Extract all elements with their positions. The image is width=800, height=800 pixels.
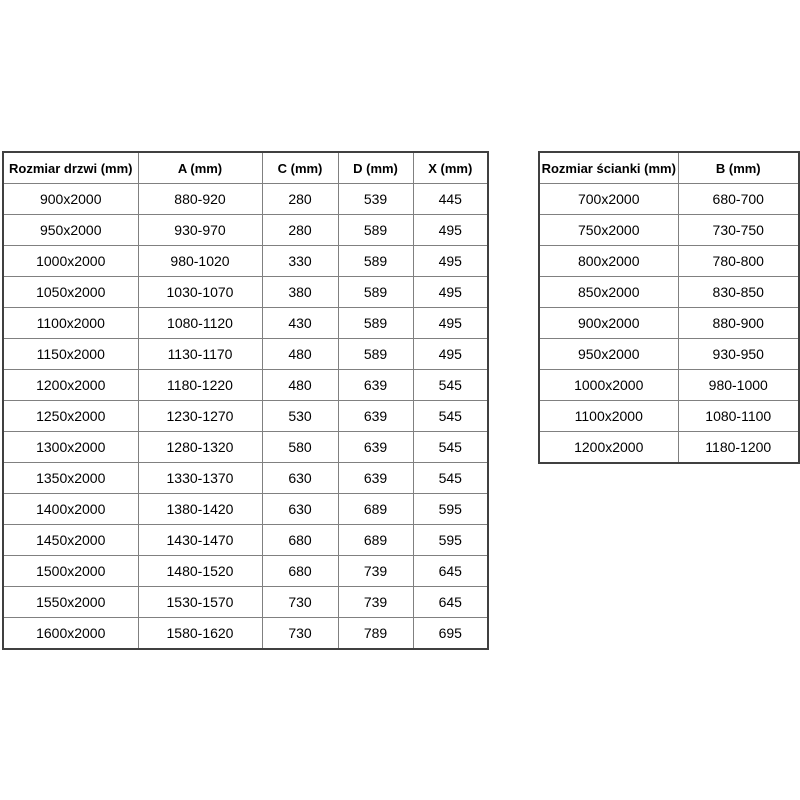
table-cell: 730 [262,618,338,650]
table-cell: 545 [413,463,488,494]
table-cell: 1200x2000 [539,432,678,464]
table-row [539,184,799,215]
wall-size-spec-table [538,151,800,464]
table-row [3,618,488,650]
table-row [3,525,488,556]
table-cell: 1380-1420 [138,494,262,525]
table-header-row [3,152,488,184]
table-cell: 1450x2000 [3,525,138,556]
column-header: Rozmiar drzwi (mm) [3,152,138,184]
table-cell: 1100x2000 [3,308,138,339]
table-cell: 1080-1120 [138,308,262,339]
table-cell: 495 [413,308,488,339]
table-cell: 950x2000 [539,339,678,370]
table-row [539,370,799,401]
table-cell: 480 [262,370,338,401]
table-row [3,587,488,618]
table-cell: 1350x2000 [3,463,138,494]
table-row [3,494,488,525]
table-cell: 900x2000 [539,308,678,339]
table-cell: 430 [262,308,338,339]
table-cell: 630 [262,494,338,525]
table-cell: 789 [338,618,413,650]
table-row [3,463,488,494]
table-cell: 680-700 [678,184,799,215]
table-cell: 1000x2000 [3,246,138,277]
table-row [3,370,488,401]
table-cell: 950x2000 [3,215,138,246]
table-cell: 330 [262,246,338,277]
table-row [3,215,488,246]
table-cell: 539 [338,184,413,215]
table-cell: 589 [338,308,413,339]
table-row [3,246,488,277]
table-cell: 589 [338,246,413,277]
table-cell: 1330-1370 [138,463,262,494]
table-cell: 1100x2000 [539,401,678,432]
table-row [3,432,488,463]
table-cell: 850x2000 [539,277,678,308]
table-cell: 930-970 [138,215,262,246]
door-size-spec-table [2,151,489,650]
column-header: D (mm) [338,152,413,184]
table-cell: 545 [413,370,488,401]
table-row [3,339,488,370]
table-row [3,184,488,215]
table-row [3,401,488,432]
table-row [3,556,488,587]
table-cell: 980-1000 [678,370,799,401]
table-cell: 480 [262,339,338,370]
table-cell: 589 [338,215,413,246]
table-row [539,277,799,308]
table-cell: 1030-1070 [138,277,262,308]
table-cell: 1080-1100 [678,401,799,432]
table-cell: 1580-1620 [138,618,262,650]
table-cell: 1180-1220 [138,370,262,401]
table-cell: 1130-1170 [138,339,262,370]
table-cell: 680 [262,525,338,556]
table-cell: 1600x2000 [3,618,138,650]
table-cell: 900x2000 [3,184,138,215]
table-cell: 1550x2000 [3,587,138,618]
table-cell: 739 [338,587,413,618]
table-row [539,401,799,432]
table-cell: 800x2000 [539,246,678,277]
table-cell: 1500x2000 [3,556,138,587]
table-cell: 545 [413,401,488,432]
table-cell: 695 [413,618,488,650]
table-cell: 639 [338,401,413,432]
table-cell: 380 [262,277,338,308]
table-cell: 1400x2000 [3,494,138,525]
table-cell: 1150x2000 [3,339,138,370]
column-header: B (mm) [678,152,799,184]
table-cell: 595 [413,494,488,525]
column-header: X (mm) [413,152,488,184]
table-cell: 730-750 [678,215,799,246]
table-cell: 730 [262,587,338,618]
table-cell: 739 [338,556,413,587]
table-cell: 689 [338,494,413,525]
table-header-row [539,152,799,184]
table-row [3,308,488,339]
table-cell: 589 [338,339,413,370]
table-cell: 530 [262,401,338,432]
table-cell: 1230-1270 [138,401,262,432]
table-cell: 639 [338,370,413,401]
table-cell: 495 [413,339,488,370]
table-cell: 780-800 [678,246,799,277]
table-cell: 980-1020 [138,246,262,277]
column-header: C (mm) [262,152,338,184]
table-row [539,308,799,339]
table-cell: 495 [413,215,488,246]
table-cell: 1180-1200 [678,432,799,464]
table-cell: 750x2000 [539,215,678,246]
table-cell: 1280-1320 [138,432,262,463]
table-cell: 1430-1470 [138,525,262,556]
table-cell: 645 [413,556,488,587]
table-cell: 880-920 [138,184,262,215]
table-cell: 580 [262,432,338,463]
column-header: Rozmiar ścianki (mm) [539,152,678,184]
table-row [539,246,799,277]
table-cell: 639 [338,463,413,494]
table-row [539,215,799,246]
table-cell: 280 [262,184,338,215]
table-cell: 595 [413,525,488,556]
table-cell: 680 [262,556,338,587]
table-cell: 495 [413,246,488,277]
table-cell: 445 [413,184,488,215]
table-cell: 1300x2000 [3,432,138,463]
table-cell: 630 [262,463,338,494]
table-cell: 1000x2000 [539,370,678,401]
table-row [3,277,488,308]
table-cell: 880-900 [678,308,799,339]
column-header: A (mm) [138,152,262,184]
table-cell: 930-950 [678,339,799,370]
table-cell: 280 [262,215,338,246]
table-cell: 589 [338,277,413,308]
table-cell: 689 [338,525,413,556]
table-cell: 545 [413,432,488,463]
table-cell: 645 [413,587,488,618]
table-cell: 639 [338,432,413,463]
table-cell: 1050x2000 [3,277,138,308]
table-cell: 1250x2000 [3,401,138,432]
table-row [539,432,799,464]
table-cell: 1200x2000 [3,370,138,401]
table-cell: 700x2000 [539,184,678,215]
table-cell: 1480-1520 [138,556,262,587]
table-cell: 495 [413,277,488,308]
table-cell: 1530-1570 [138,587,262,618]
table-row [539,339,799,370]
table-cell: 830-850 [678,277,799,308]
